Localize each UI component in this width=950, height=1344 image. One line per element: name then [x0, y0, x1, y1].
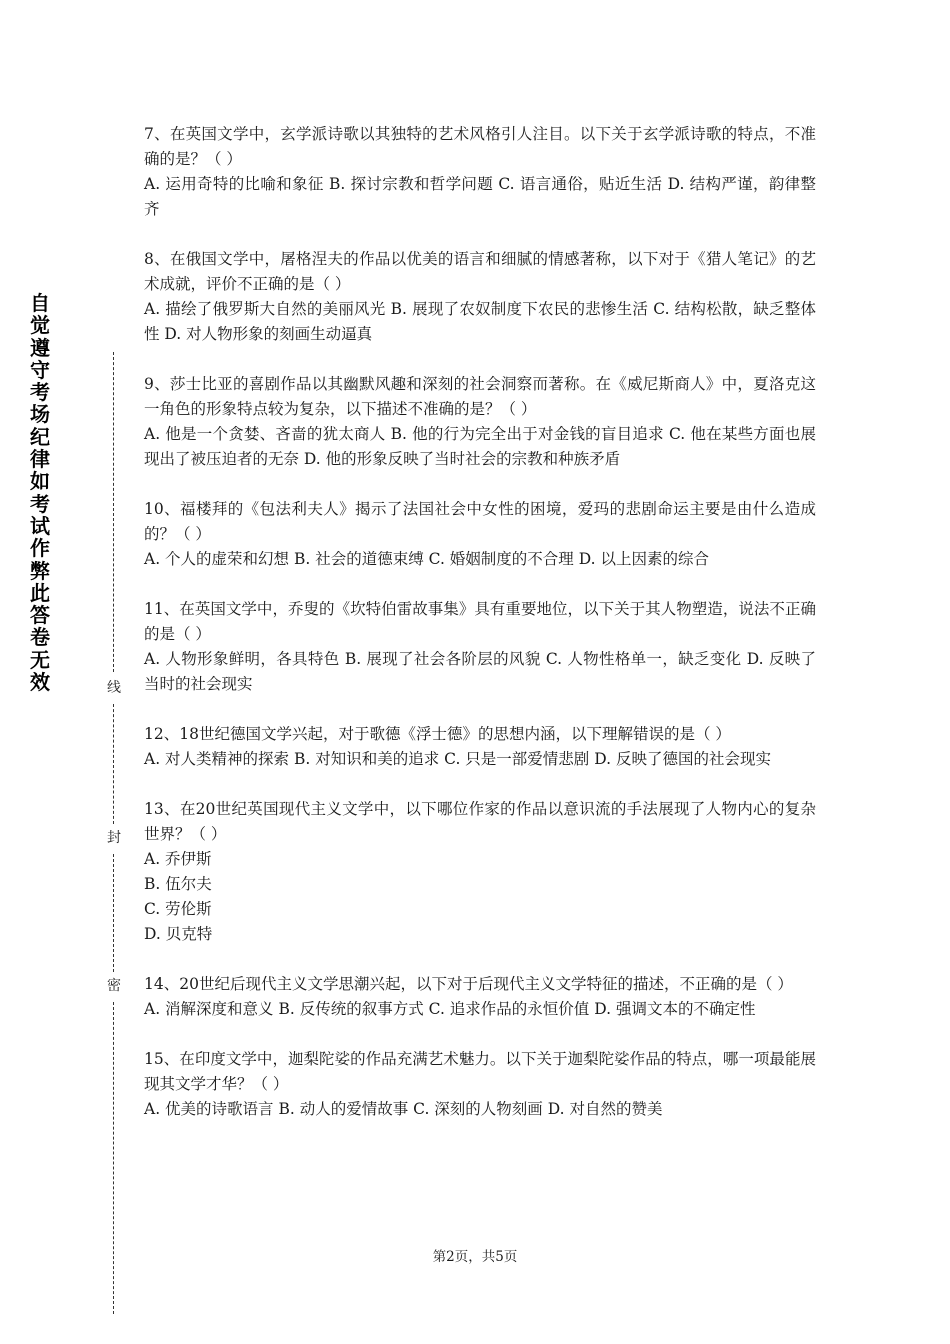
binding-dashed-line-1 — [113, 352, 114, 672]
question-options: A. 他是一个贪婪、吝啬的犹太商人 B. 他的行为完全出于对金钱的盲目追求 C. 他在某些方面也展现出了被压迫者的无奈 D. 他的形象反映了当时社会的宗教和种族矛盾 — [144, 425, 816, 468]
option-a: A. 乔伊斯 — [144, 850, 212, 868]
question-8 — [144, 247, 816, 347]
question-stem: 8、在俄国文学中，屠格涅夫的作品以优美的语言和细腻的情感著称，以下对于《猎人笔记》的艺术成就，评价不正确的是（ ） — [144, 250, 816, 293]
question-options — [144, 847, 816, 947]
question-stem: 12、18世纪德国文学兴起，对于歌德《浮士德》的思想内涵，以下理解错误的是（ ） — [144, 725, 731, 743]
question-11 — [144, 597, 816, 697]
page-number: 第2页，共5页 — [432, 1249, 518, 1265]
question-7 — [144, 122, 816, 222]
question-9 — [144, 372, 816, 472]
question-stem: 9、莎士比亚的喜剧作品以其幽默风趣和深刻的社会洞察而著称。在《威尼斯商人》中，夏洛克这一角色的形象特点较为复杂，以下描述不准确的是？（ ） — [144, 375, 816, 418]
exam-discipline-notice: 自觉遵守考场纪律如考试作弊此答卷无效 — [30, 291, 50, 695]
question-stem: 14、20世纪后现代主义文学思潮兴起，以下对于后现代主义文学特征的描述，不正确的是（ ） — [144, 975, 793, 993]
binding-mark-seal: 封 — [107, 830, 121, 846]
question-options: A. 人物形象鲜明，各具特色 B. 展现了社会各阶层的风貌 C. 人物性格单一，缺乏变化 D. 反映了当时的社会现实 — [144, 650, 816, 693]
binding-dashed-line-3 — [113, 854, 114, 972]
question-options: A. 描绘了俄罗斯大自然的美丽风光 B. 展现了农奴制度下农民的悲惨生活 C. 结构松散，缺乏整体性 D. 对人物形象的刻画生动逼真 — [144, 300, 816, 343]
binding-mark-line: 线 — [107, 680, 121, 696]
option-c: C. 劳伦斯 — [144, 900, 212, 918]
option-b: B. 伍尔夫 — [144, 875, 212, 893]
question-options: A. 优美的诗歌语言 B. 动人的爱情故事 C. 深刻的人物刻画 D. 对自然的赞美 — [144, 1100, 663, 1118]
binding-mark-secret: 密 — [107, 978, 121, 994]
option-d: D. 贝克特 — [144, 925, 213, 943]
binding-dashed-line-4 — [113, 1002, 114, 1314]
question-stem: 15、在印度文学中，迦梨陀娑的作品充满艺术魅力。以下关于迦梨陀娑作品的特点，哪一项最能展现其文学才华？（ ） — [144, 1050, 816, 1093]
question-13 — [144, 797, 816, 947]
question-stem: 11、在英国文学中，乔叟的《坎特伯雷故事集》具有重要地位，以下关于其人物塑造，说法不正确的是（ ） — [144, 600, 816, 643]
question-options: A. 对人类精神的探索 B. 对知识和美的追求 C. 只是一部爱情悲剧 D. 反映了德国的社会现实 — [144, 750, 771, 768]
question-stem: 13、在20世纪英国现代主义文学中，以下哪位作家的作品以意识流的手法展现了人物内心的复杂世界？（ ） — [144, 800, 816, 843]
question-14 — [144, 972, 816, 1022]
question-options: A. 消解深度和意义 B. 反传统的叙事方式 C. 追求作品的永恒价值 D. 强调文本的不确定性 — [144, 1000, 756, 1018]
question-stem: 10、福楼拜的《包法利夫人》揭示了法国社会中女性的困境，爱玛的悲剧命运主要是由什么造成的？（ ） — [144, 500, 816, 543]
question-10 — [144, 497, 816, 572]
question-options: A. 个人的虚荣和幻想 B. 社会的道德束缚 C. 婚姻制度的不合理 D. 以上因素的综合 — [144, 550, 709, 568]
question-stem: 7、在英国文学中，玄学派诗歌以其独特的艺术风格引人注目。以下关于玄学派诗歌的特点，不准确的是？（ ） — [144, 125, 816, 168]
question-12 — [144, 722, 816, 772]
question-15 — [144, 1047, 816, 1122]
question-options: A. 运用奇特的比喻和象征 B. 探讨宗教和哲学问题 C. 语言通俗，贴近生活 D. 结构严谨，韵律整齐 — [144, 175, 816, 218]
question-list — [144, 122, 816, 1147]
binding-dashed-line-2 — [113, 704, 114, 824]
